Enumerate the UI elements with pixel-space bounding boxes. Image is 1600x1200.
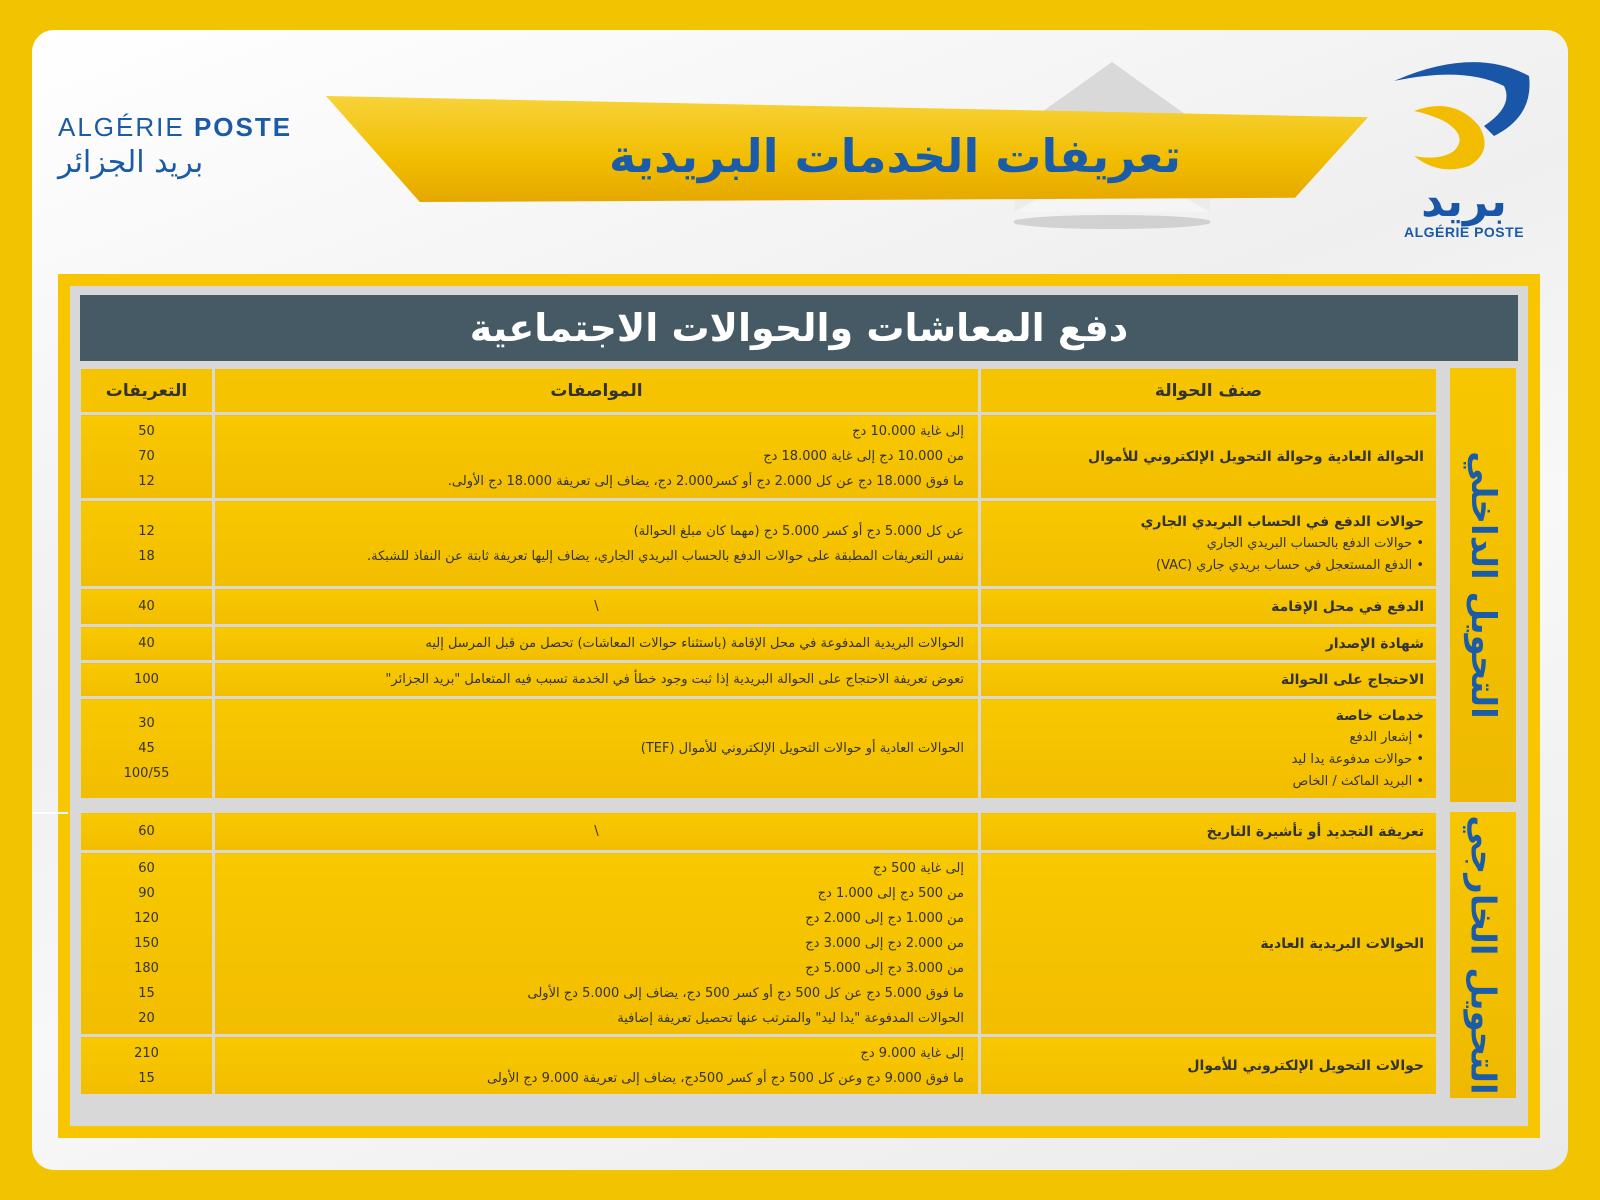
table-row xyxy=(80,1036,1438,1096)
type-cell: حوالات الدفع في الحساب البريدي الجاري • حوالات الدفع بالحساب البريدي الجاري • الدفع المستعجل في حساب بريدي جاري (VAC) xyxy=(980,500,1438,588)
logo-text: ALGÉRIE POSTE xyxy=(1403,224,1525,240)
fee-cell: 40 xyxy=(80,626,214,662)
tariff-board-inner xyxy=(70,286,1528,1126)
table-row xyxy=(80,414,1438,500)
table-row xyxy=(80,626,1438,662)
fee-cell: 60 xyxy=(80,812,214,852)
table-row xyxy=(80,698,1438,800)
page-title: تعريفات الخدمات البريدية xyxy=(609,129,1181,183)
header-type: صنف الحوالة xyxy=(980,368,1438,414)
fee-cell: 30 45 100/55 xyxy=(80,698,214,800)
algerie-poste-logo-icon xyxy=(1384,56,1544,246)
spec-cell: إلى غاية 9.000 دج ما فوق 9.000 دج وعن كل 500 دج أو كسر 500دج، يضاف إلى تعريفة 9.000 دج الأولى xyxy=(214,1036,980,1096)
header-fee: التعريفات xyxy=(80,368,214,414)
type-cell: تعريفة التجديد أو تأشيرة التاريخ xyxy=(980,812,1438,852)
fee-cell: 210 15 xyxy=(80,1036,214,1096)
logo-ar-text: بريد xyxy=(1421,176,1507,227)
group-label-external-text: التحويل الخارجي xyxy=(1463,815,1503,1095)
spec-cell: الحوالات البريدية المدفوعة في محل الإقامة (باستثناء حوالات المعاشات) تحصل من قبل المرسل إليه xyxy=(214,626,980,662)
group-label-internal-text: التحويل الداخلي xyxy=(1463,451,1504,719)
type-cell: شهادة الإصدار xyxy=(980,626,1438,662)
divider xyxy=(32,812,68,814)
type-cell: خدمات خاصة • إشعار الدفع • حوالات مدفوعة يدا ليد • البريد الماكث / الخاص xyxy=(980,698,1438,800)
tariff-table-external xyxy=(78,810,1439,1097)
spec-cell: الحوالات العادية أو حوالات التحويل الإلكتروني للأموال (TEF) xyxy=(214,698,980,800)
spec-cell: عن كل 5.000 دج أو كسر 5.000 دج (مهما كان مبلغ الحوالة) نفس التعريفات المطبقة على حوالات الدفع بالحساب البريدي الجاري، يضاف إليها تعريفة ثابتة عن النفاذ للشبكة. xyxy=(214,500,980,588)
header-spec: المواصفات xyxy=(214,368,980,414)
type-cell: الاحتجاج على الحوالة xyxy=(980,662,1438,698)
spec-cell: \ xyxy=(214,812,980,852)
fee-cell: 12 18 xyxy=(80,500,214,588)
fee-cell: 100 xyxy=(80,662,214,698)
fee-cell: 40 xyxy=(80,588,214,626)
table-row xyxy=(80,500,1438,588)
group-label-external xyxy=(1450,812,1516,1098)
spec-cell: تعوض تعريفة الاحتجاج على الحوالة البريدية إذا ثبت وجود خطأ في الخدمة تسبب فيه المتعامل "بريد الجزائر" xyxy=(214,662,980,698)
group-label-internal xyxy=(1450,368,1516,802)
fee-cell: 50 70 12 xyxy=(80,414,214,500)
type-cell: الدفع في محل الإقامة xyxy=(980,588,1438,626)
tariff-board xyxy=(58,274,1540,1138)
table-row xyxy=(80,852,1438,1036)
table-row xyxy=(80,812,1438,852)
fee-cell: 60 90 120 150 180 15 20 xyxy=(80,852,214,1036)
section-title: دفع المعاشات والحوالات الاجتماعية xyxy=(80,295,1518,361)
type-cell: الحوالة العادية وحوالة التحويل الإلكتروني للأموال xyxy=(980,414,1438,500)
table-row xyxy=(80,662,1438,698)
type-cell: الحوالات البريدية العادية xyxy=(980,852,1438,1036)
table-row xyxy=(80,588,1438,626)
tariff-table-internal xyxy=(78,366,1439,801)
spec-cell: \ xyxy=(214,588,980,626)
brand-wordmark xyxy=(58,112,308,180)
brand-name-fr: ALGÉRIE POSTE xyxy=(58,112,293,142)
brand-name-ar: بريد الجزائر xyxy=(58,145,204,180)
spec-cell: إلى غاية 10.000 دج من 10.000 دج إلى غاية 18.000 دج ما فوق 18.000 دج عن كل 2.000 دج أو كسر2.000 دج، يضاف إلى تعريفة 18.000 دج الأولى. xyxy=(214,414,980,500)
spec-cell: إلى غاية 500 دج من 500 دج إلى 1.000 دج من 1.000 دج إلى 2.000 دج من 2.000 دج إلى 3.000 دج من 3.000 دج إلى 5.000 دج ما فوق 5.000 دج عن كل 500 دج أو كسر 500 دج، يضاف إلى 5.000 دج الأولى الحوالات المدفوعة "يدا ليد" والمترتب عنها تحصيل تعريفة إضافية xyxy=(214,852,980,1036)
table-header-row xyxy=(80,368,1438,414)
type-cell: حوالات التحويل الإلكتروني للأموال xyxy=(980,1036,1438,1096)
